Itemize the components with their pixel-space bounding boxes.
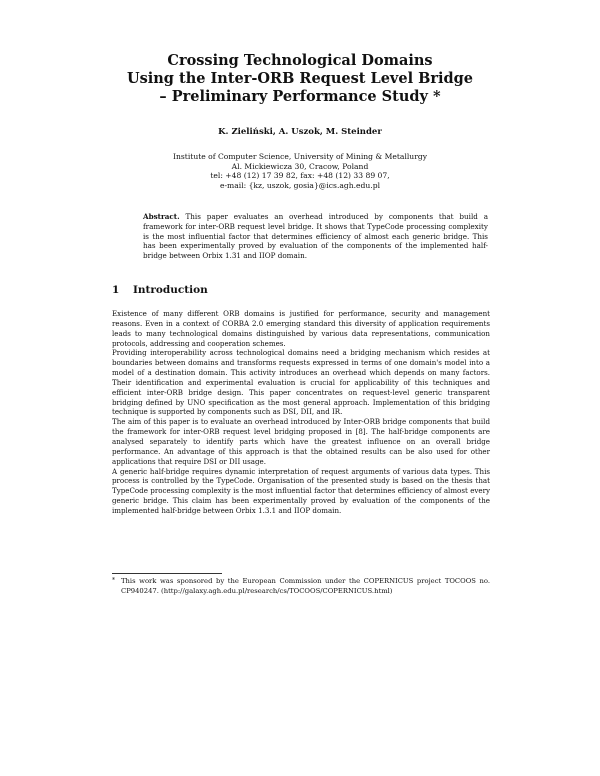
affiliation-line: e-mail: {kz, uszok, gosia}@ics.agh.edu.pl bbox=[219, 180, 380, 190]
paragraph: A generic half-bridge requires dynamic interpretation of request arguments of various data types. This process is controlled by the TypeCode. Organisation of the presented study is based on the thesis that TypeCode processing complexity is the most influential factor that determines efficiency of almost every generic bridge. This claim has been experimentally proved by evaluation of the components of the implemented half-bridge between Orbix 1.3.1 and IIOP domain. bbox=[112, 466, 490, 515]
section-number: 1 bbox=[112, 284, 120, 296]
abstract-label: Abstract. bbox=[143, 212, 180, 221]
paragraph: Existence of many different ORB domains is justified for performance, security and management reasons. Even in a context of CORBA 2.0 emerging standard this diversity of application requirements leads to many technological domains distinguished by various data representations, communication protocols, addressing and cooperation schemes. bbox=[112, 309, 490, 348]
section-heading bbox=[112, 284, 208, 296]
abstract-text: This paper evaluates an overhead introduced by components that build a framework for inter-ORB request level bridge. It shows that TypeCode processing complexity is the most influential factor that determines efficiency of almost each generic bridge. This has been experimentally proved by evaluation of the components of the implemented half-bridge between Orbix 1.31 and IIOP domain. bbox=[143, 212, 488, 261]
section-title: Introduction bbox=[133, 284, 208, 296]
affiliation bbox=[80, 152, 520, 190]
body-text bbox=[112, 309, 490, 516]
footnote-text: This work was sponsored by the European Commission under the COPERNICUS project TOCOOS no. CP940247. (http://galaxy.agh.edu.pl/research/cs/TOCOOS/COPERNICUS.html) bbox=[121, 577, 490, 595]
title-line: Using the Inter-ORB Request Level Bridge bbox=[126, 70, 474, 87]
authors: K. Zieliński, A. Uszok, M. Steinder bbox=[218, 127, 382, 137]
title-line: – Preliminary Performance Study * bbox=[159, 88, 441, 105]
footnote-mark: * bbox=[112, 577, 115, 584]
paper-title bbox=[80, 52, 520, 106]
footnote bbox=[112, 577, 490, 596]
abstract bbox=[143, 212, 488, 261]
paragraph: Providing interoperability across technological domains need a bridging mechanism which resides at boundaries between domains and transforms requests expressed in terms of one domain's model into a model of a destination domain. This activity introduces an overhead which depends on many factors. Their identification and experimental evaluation is crucial for applicability of this techniques and efficient inter-ORB bridge design. This paper concentrates on request-level generic transparent bridging defined by UNO specification as the most general approach. Implementation of this bridging technique is supported by components such as DSI, DII, and IR. bbox=[112, 348, 490, 417]
paragraph: The aim of this paper is to evaluate an overhead introduced by Inter-ORB bridge components that build the framework for inter-ORB request level bridging proposed in [8]. The half-bridge components are analysed separately to identify parts which have the greatest influence on an overall bridge performance. An advantage of this approach is that the obtained results can be also used for other applications that require DSI or DII usage. bbox=[112, 417, 490, 466]
affiliation-line: tel: +48 (12) 17 39 82, fax: +48 (12) 33 89 07, bbox=[210, 171, 390, 181]
affiliation-line: Al. Mickiewicza 30, Cracow, Poland bbox=[231, 161, 369, 171]
affiliation-line: Institute of Computer Science, University of Mining & Metallurgy bbox=[173, 152, 427, 161]
footnote-rule bbox=[112, 573, 222, 574]
title-line: Crossing Technological Domains bbox=[167, 52, 433, 69]
